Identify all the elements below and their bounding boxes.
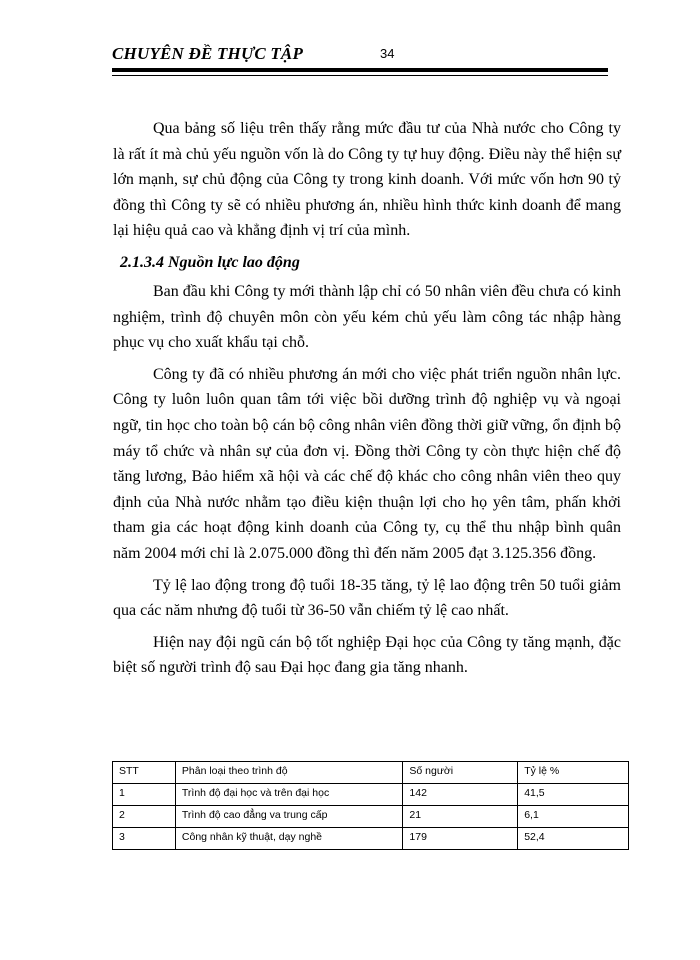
paragraph-founding: Ban đầu khi Công ty mới thành lập chỉ có 50 nhân viên đều chưa có kinh nghiệm, trình độ chuyên môn còn yếu kém chủ yếu làm công tác nhập hàng phục vụ cho xuất khẩu tại chỗ.: [113, 282, 621, 352]
table-cell: 52,4: [518, 828, 629, 850]
education-level-table: [112, 761, 629, 850]
page-header: [112, 44, 608, 80]
table-header-cell: STT: [113, 762, 176, 784]
table-cell: 179: [403, 828, 518, 850]
paragraph-investment: Qua bảng số liệu trên thấy rằng mức đầu tư của Nhà nước cho Công ty là rất ít mà chủ yếu nguồn vốn là do Công ty tự huy động. Điều này thể hiện sự lớn mạnh, sự chủ động của Công ty trong kinh doanh. Với mức vốn hơn 90 tỷ đồng thì Công ty sẽ có nhiều phương án, nhiều hình thức kinh doanh để mang lại hiệu quả cao và khẳng định vị trí của mình.: [113, 120, 621, 240]
table-cell: Công nhân kỹ thuật, dạy nghề: [175, 828, 402, 850]
table-header-cell: Số người: [403, 762, 518, 784]
table-cell: 1: [113, 784, 176, 806]
table-header-cell: Tỷ lệ %: [518, 762, 629, 784]
table-row: [113, 806, 629, 828]
table-cell: Trình độ cao đẳng va trung cấp: [175, 806, 402, 828]
table-cell: 41,5: [518, 784, 629, 806]
table-row: [113, 828, 629, 850]
table-cell: 3: [113, 828, 176, 850]
paragraph-graduates: Hiện nay đội ngũ cán bộ tốt nghiệp Đại học của Công ty tăng mạnh, đặc biệt số người trình độ sau Đại học đang gia tăng nhanh.: [113, 633, 621, 677]
page-number: 34: [380, 46, 395, 61]
table-header-cell: Phân loại theo trình độ: [175, 762, 402, 784]
header-title: CHUYÊN ĐỀ THỰC TẬP: [112, 44, 304, 63]
paragraph-hr-development: Công ty đã có nhiều phương án mới cho việc phát triển nguồn nhân lực. Công ty luôn luôn quan tâm tới việc bồi dưỡng trình độ nghiệp vụ và ngoại ngữ, tin học cho toàn bộ cán bộ công nhân viên đồng thời giữ vững, ổn định bộ máy tổ chức và nhân sự của đơn vị. Đồng thời Công ty còn thực hiện chế độ tăng lương, Bảo hiểm xã hội và các chế độ khác cho công nhân viên theo quy định của Nhà nước nhằm tạo điều kiện thuận lợi cho họ yên tâm, phấn khởi tham gia các hoạt động kinh doanh của Công ty, cụ thể thu nhập bình quân năm 2004 mới chỉ là 2.075.000 đồng thì đến năm 2005 đạt 3.125.356 đồng.: [113, 365, 621, 562]
header-rule-thick: [112, 68, 608, 72]
table-header-row: [113, 762, 629, 784]
table-cell: Trình độ đại học và trên đại học: [175, 784, 402, 806]
table-row: [113, 784, 629, 806]
document-body: [113, 116, 621, 687]
header-rule-thin: [112, 75, 608, 76]
table-cell: 142: [403, 784, 518, 806]
table-cell: 2: [113, 806, 176, 828]
table-cell: 21: [403, 806, 518, 828]
section-heading: 2.1.3.4 Nguồn lực lao động: [120, 253, 300, 271]
table-cell: 6,1: [518, 806, 629, 828]
paragraph-age-ratio: Tỷ lệ lao động trong độ tuổi 18-35 tăng, tỷ lệ lao động trên 50 tuổi giảm qua các năm nhưng độ tuổi từ 36-50 vẫn chiếm tỷ lệ cao nhất.: [113, 576, 621, 620]
